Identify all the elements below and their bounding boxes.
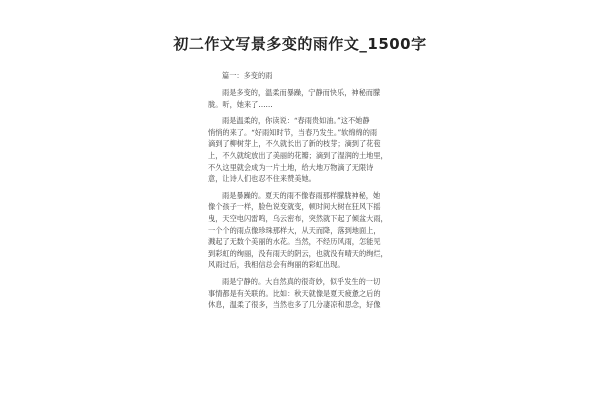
paragraph-2 bbox=[208, 115, 398, 185]
text-line: 意，让诗人们也忍不住来赞美她。 bbox=[208, 174, 316, 184]
paragraph-4 bbox=[208, 276, 398, 311]
text-line: 雨是多变的，温柔而暴躁，宁静而快乐，神秘而朦 bbox=[222, 88, 381, 97]
paragraph-3 bbox=[208, 190, 398, 271]
text-line: 到彩虹的绚丽，没有雨天的阴云，也就没有晴天的绚烂， bbox=[208, 248, 388, 258]
text-line: 溅起了无数个美丽的水花。当然，不经历风雨，怎能见 bbox=[208, 237, 381, 247]
text-line: 像个孩子一样，脸色说变就变，顿时间大树在狂风下摇 bbox=[208, 202, 381, 212]
text-line: 上，不久就绽放出了美丽的花瓣；滴到了湿润的土地里， bbox=[208, 150, 388, 160]
paragraph-1 bbox=[208, 87, 398, 110]
text-line: 风雨过后，我相信总会有绚丽的彩虹出现。 bbox=[208, 260, 345, 270]
document-title: 初二作文写景多变的雨作文_1500字 bbox=[173, 35, 427, 53]
text-line: 事情都是有关联的。比如：秋天就像是夏天疲惫之后的 bbox=[208, 288, 381, 298]
text-line: 雨是暴躁的。夏天的雨不像春雨那样朦胧神秘，她 bbox=[222, 190, 381, 200]
text-line: 雨是宁静的。大自然真的很奇妙，似乎发生的一切 bbox=[222, 276, 381, 286]
text-line: 雨是温柔的，你读说：“春雨贵如油。”这不她静 bbox=[222, 116, 370, 126]
text-line: 一个个的雨点像珍珠那样大，从天而降，落到地面上， bbox=[208, 225, 381, 235]
text-line: 曳，天空电闪雷鸣，乌云密布，突然就下起了倾盆大雨， bbox=[208, 213, 388, 223]
section-heading: 篇一：多变的雨 bbox=[222, 71, 273, 80]
text-line: 休息，温柔了很多，当然也多了几分凄凉和思念，好像 bbox=[208, 300, 381, 310]
text-line: 不久这里就会成为一片土地，给大地万物滴了无限诗 bbox=[208, 162, 374, 172]
text-line: 胧。听，她来了…… bbox=[208, 99, 273, 109]
text-line: 滴到了柳树芽上，不久就长出了新的枝芽；滴到了花苞 bbox=[208, 139, 381, 149]
document-body bbox=[208, 70, 398, 316]
text-line: 悄悄的来了。“好雨知时节，当春乃发生。”软绵绵的雨 bbox=[208, 127, 378, 137]
